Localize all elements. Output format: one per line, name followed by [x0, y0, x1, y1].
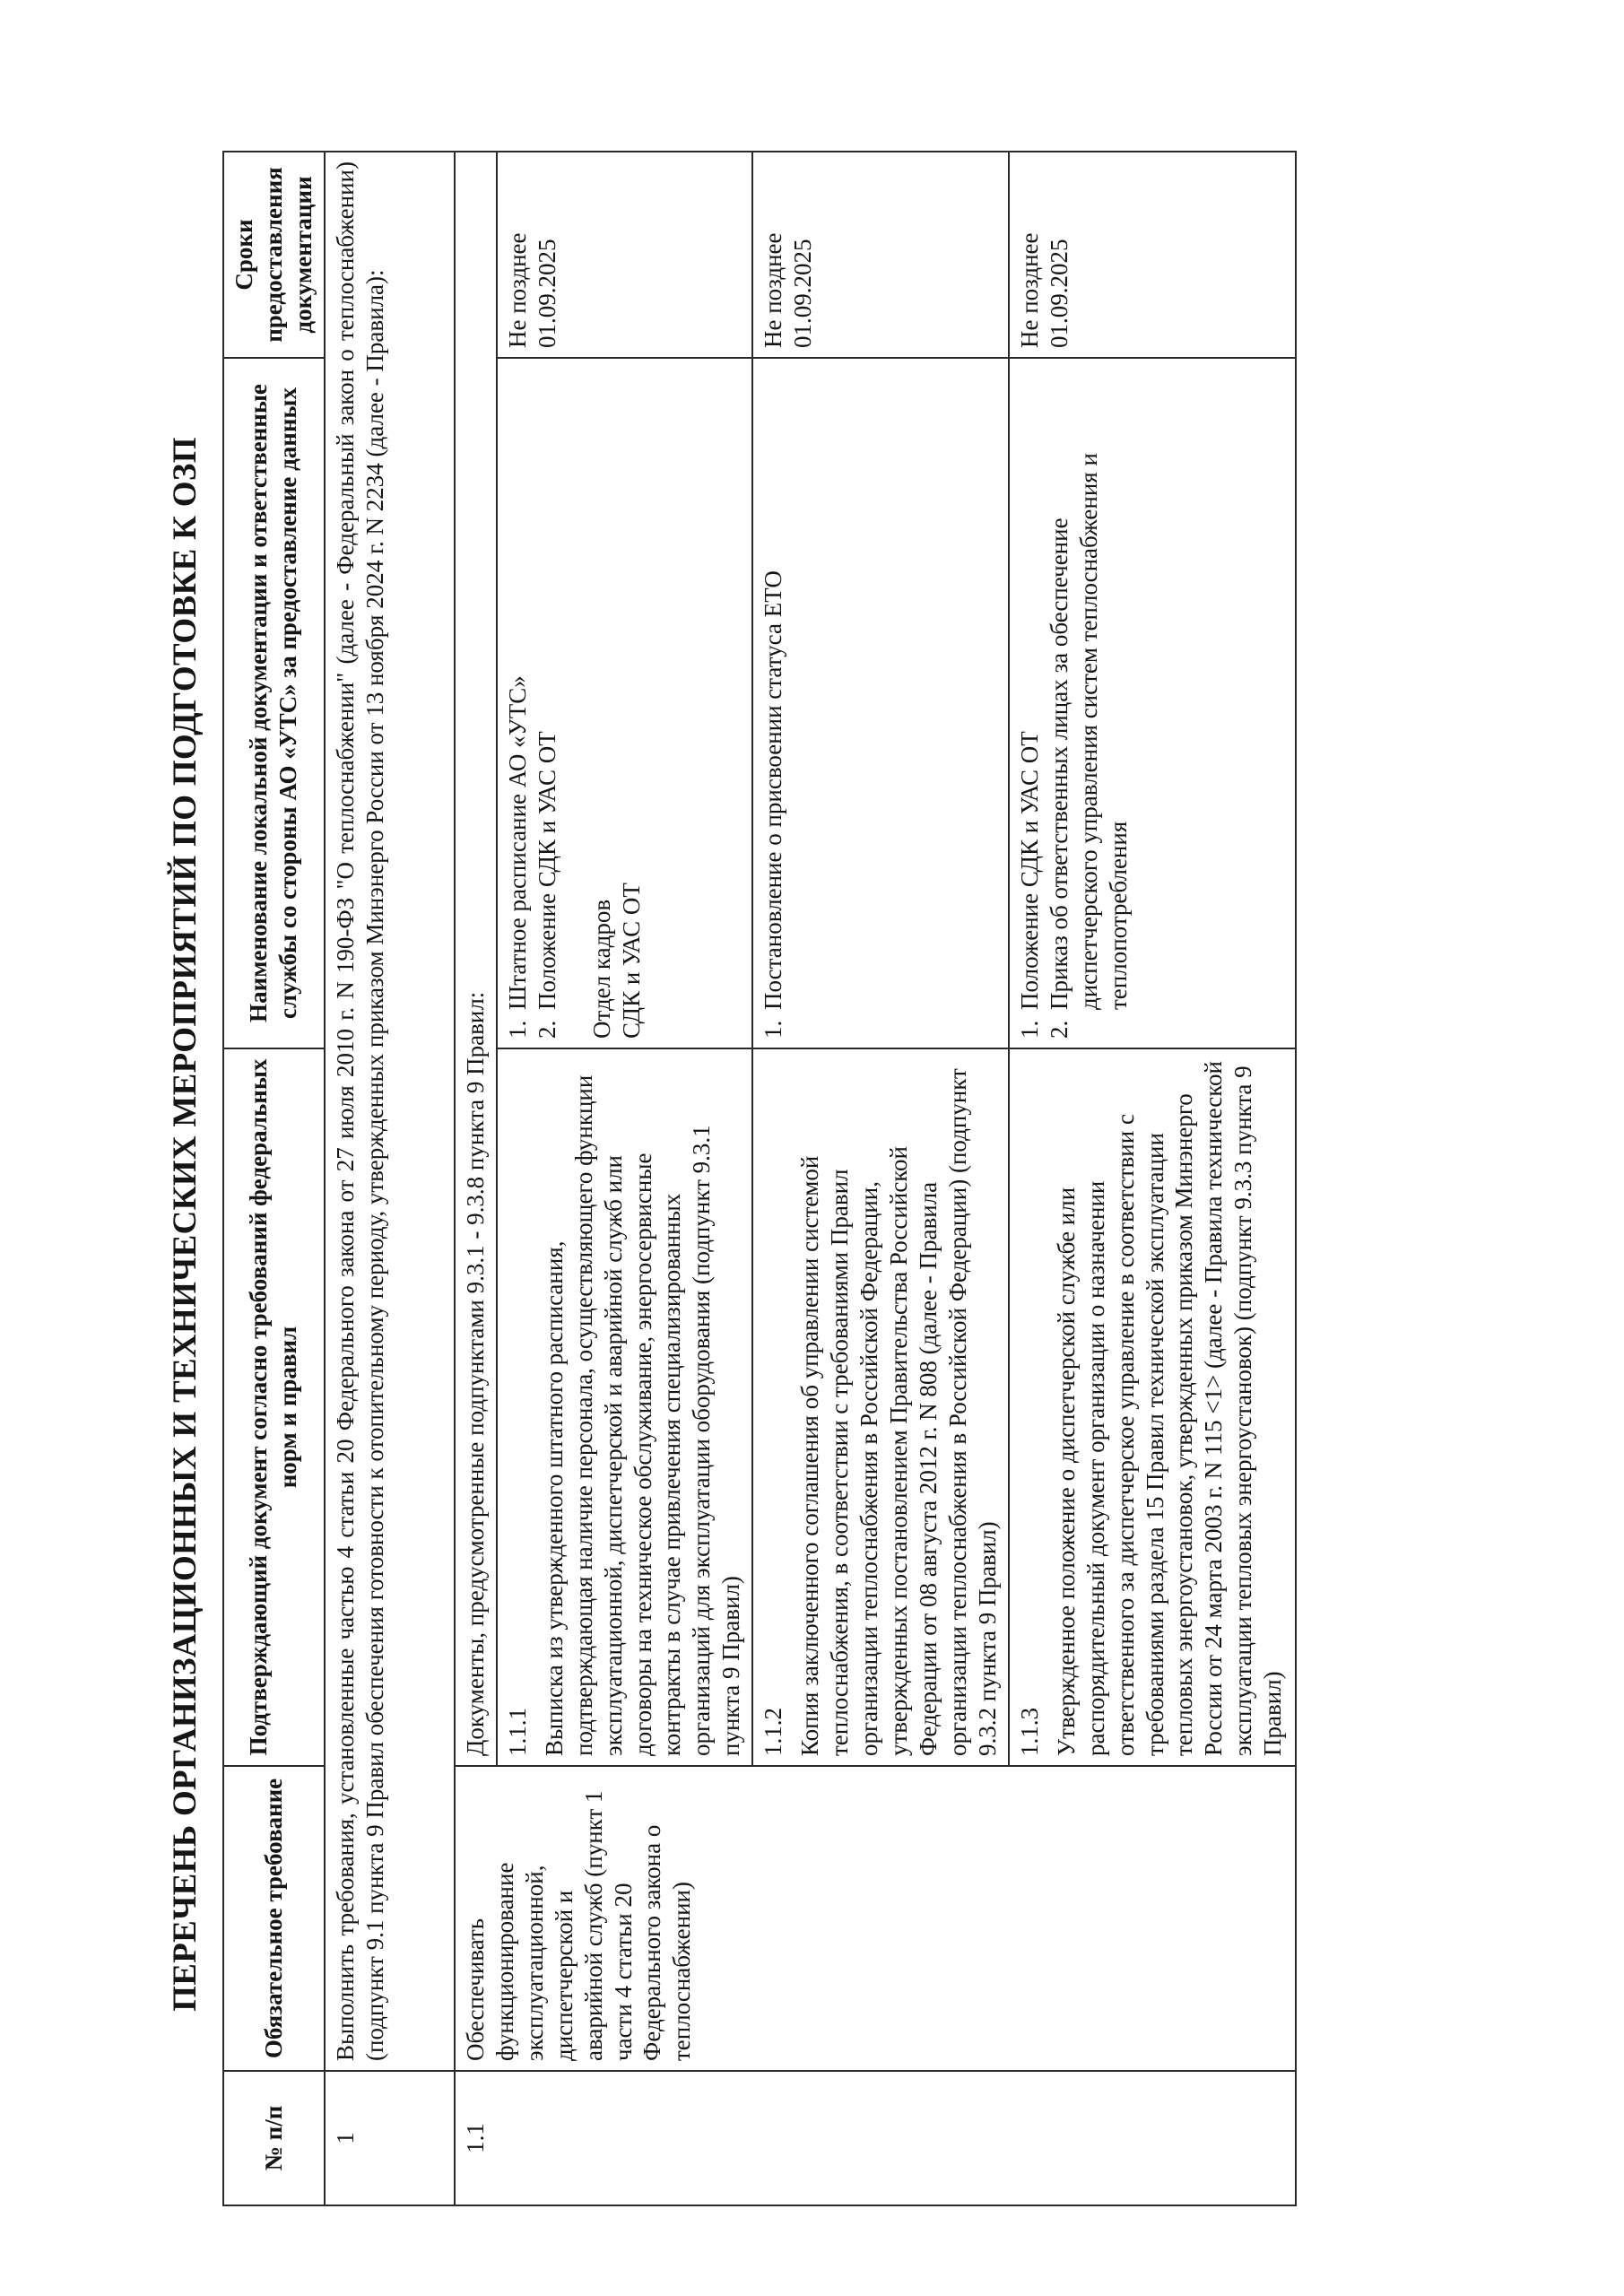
- table-row: [325, 152, 455, 2205]
- header-confirming-document: Подтверждающий документ согласно требований федеральных норм и правил: [223, 1048, 325, 1766]
- list-item: 2. Положение СДК и УАС ОТ: [533, 731, 560, 1039]
- document-cell: [1009, 1048, 1296, 1766]
- row-number: 1.1: [455, 2071, 1296, 2205]
- row-text: Выполнить требования, установленные частью 4 статьи 20 Федерального закона от 27 июля 2010 г. N 190-ФЗ "О теплоснабжении" (далее - Федеральный закон о теплоснабжении) (подпункт 9.1 пункта 9 Правил обеспечения готовности к отопительному периоду, утвержденных приказом Минэнерго России от 13 ноября 2024 г. N 2234 (далее - Правила):: [325, 152, 455, 2071]
- row-number: 1.1.1: [503, 1708, 531, 1756]
- document-cell: [752, 1048, 1009, 1766]
- document-list: [503, 368, 562, 1039]
- row-text: Документы, предусмотренные подпунктами 9.3.1 - 9.3.8 пункта 9 Правил:: [455, 152, 497, 1766]
- header-num: № п/п: [223, 2071, 325, 2205]
- document-text: Выписка из утвержденного штатного расписания, подтверждающая наличие персонала, осуществляющего функции эксплуатационной, диспетчерской и аварийной служб или договоры на техническое обслуживание, энергосервисные контракты в случае привлечения специализированных организаций для эксплуатации оборудования (подпункт 9.3.1 пункта 9 Правил): [540, 1074, 745, 1756]
- table-row: [455, 152, 497, 2205]
- document-text: Копия заключенного соглашения об управлении системой теплоснабжения, в соответствии с требованиями Правил организации теплоснабжения в Российской Федерации, утвержденных постановлением Правительства Российской Федерации от 08 августа 2012 г. N 808 (далее - Правила организации теплоснабжения в Российской Федерации) (подпункт 9.3.2 пункта 9 Правил): [796, 1068, 1001, 1756]
- list-item: 1. Постановление о присвоении статуса ЕТО: [760, 570, 787, 1039]
- document-list: [1015, 368, 1133, 1039]
- list-item: 1. Положение СДК и УАС ОТ: [1015, 731, 1043, 1039]
- document-cell: [497, 1048, 753, 1766]
- deadline-cell: Не позднее 01.09.2025: [497, 152, 753, 358]
- measures-table: [222, 151, 1297, 2206]
- header-requirement: Обязательное требование: [223, 1766, 325, 2071]
- responsible-service: СДК и УАС ОТ: [617, 883, 645, 1039]
- list-item: 1. Штатное расписание АО «УТС»: [503, 675, 531, 1039]
- responsible-cell: [1009, 358, 1296, 1048]
- row-number: 1.1.3: [1015, 1708, 1043, 1756]
- document-list: [759, 368, 788, 1039]
- deadline-cell: Не позднее 01.09.2025: [752, 152, 1009, 358]
- deadline-cell: Не позднее 01.09.2025: [1009, 152, 1296, 358]
- responsible-dept: Отдел кадров: [587, 899, 615, 1039]
- row-number: 1: [325, 2071, 455, 2205]
- document-text: Утвержденное положение о диспетчерской службе или распорядительный документ организации о назначении ответственного за диспетчерское управление в соответствии с требованиями раздела 15 Правил технической эксплуатации тепловых энергоустановок, утвержденных приказом Минэнерго России от 24 марта 2003 г. N 115 <1> (далее - Правила технической эксплуатации тепловых энергоустановок) (подпункт 9.3.3 пункта 9 Правил): [1052, 1061, 1287, 1756]
- responsible-cell: [497, 358, 753, 1048]
- list-item: 2. Приказ об ответственных лицах за обеспечение диспетчерского управления систем теплоснабжения и теплопотребления: [1045, 453, 1132, 1039]
- header-responsible-services: Наименование локальной документации и ответственные службы со стороны АО «УТС» за предоставление данных: [223, 358, 325, 1048]
- page-title: ПЕРЕЧЕНЬ ОРГАНИЗАЦИОННЫХ И ТЕХНИЧЕСКИХ МЕРОПРИЯТИЙ ПО ПОДГОТОВКЕ К ОЗП: [167, 437, 204, 2012]
- requirement-cell: Обеспечивать функционирование эксплуатационной, диспетчерской и аварийной служб (пункт 1 части 4 статьи 20 Федерального закона о теплоснабжении): [455, 1766, 1296, 2071]
- header-deadline: Сроки предоставления документации: [223, 152, 325, 358]
- table-header-row: [223, 152, 325, 2205]
- responsible-cell: [752, 358, 1009, 1048]
- row-number: 1.1.2: [760, 1708, 787, 1756]
